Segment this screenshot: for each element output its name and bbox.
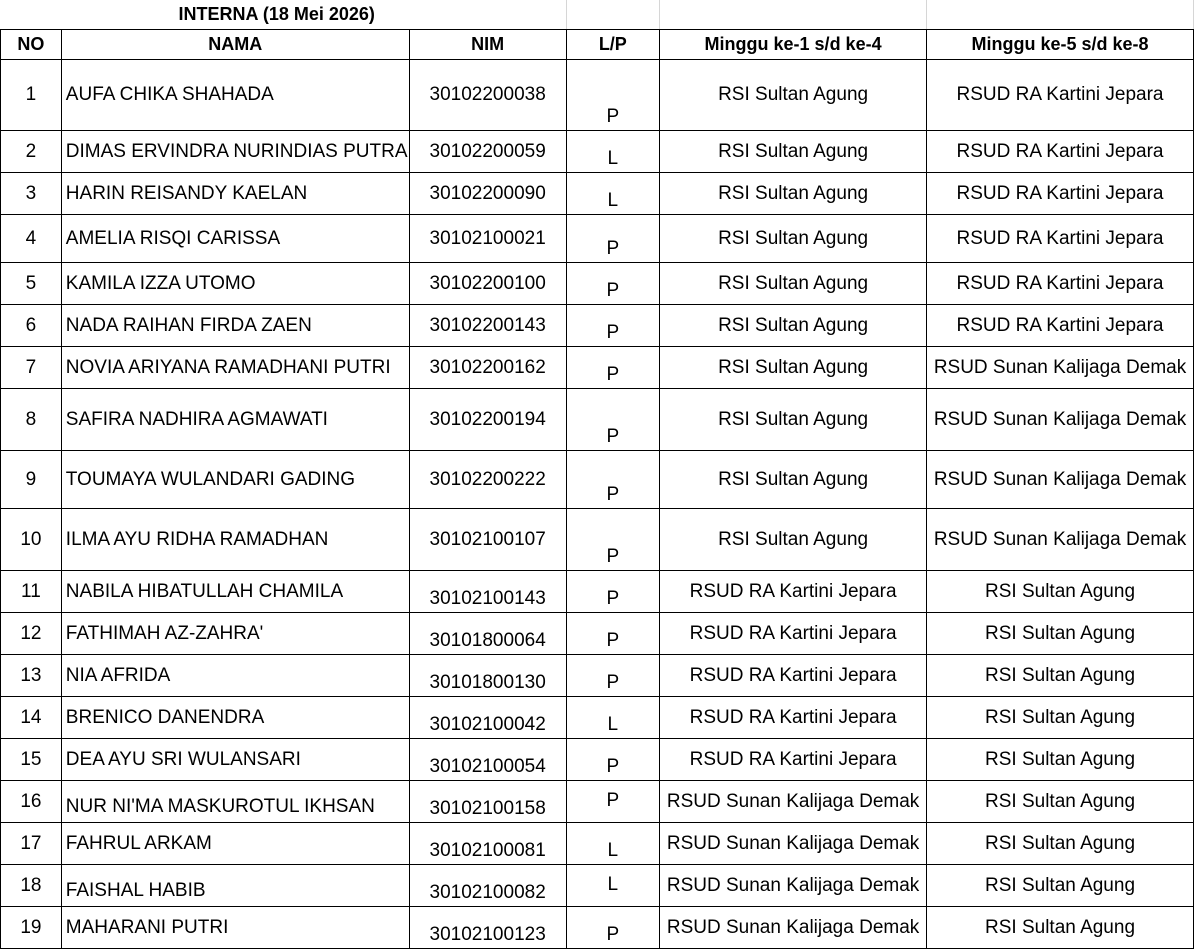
table-row [1,173,1194,215]
cell-minggu-1-4[interactable]: RSI Sultan Agung [660,305,927,347]
cell-lp[interactable]: L [566,823,660,865]
cell-minggu-1-4[interactable]: RSI Sultan Agung [660,263,927,305]
title-row [1,0,1194,30]
table-row [1,739,1194,781]
cell-lp[interactable]: P [566,739,660,781]
cell-no[interactable]: 3 [1,173,62,215]
table-row [1,60,1194,131]
cell-nim[interactable]: 30102100054 [409,739,566,781]
cell-no[interactable]: 7 [1,347,62,389]
cell-lp[interactable]: P [566,263,660,305]
title-cell-m1[interactable] [660,0,927,30]
cell-minggu-1-4[interactable]: RSUD Sunan Kalijaga Demak [660,823,927,865]
table-row [1,865,1194,907]
cell-nama[interactable]: AMELIA RISQI CARISSA [61,215,409,263]
cell-nama[interactable]: ILMA AYU RIDHA RAMADHAN [61,509,409,571]
cell-lp[interactable]: P [566,215,660,263]
cell-no[interactable]: 15 [1,739,62,781]
cell-nim[interactable]: 30102100042 [409,697,566,739]
cell-no[interactable]: 1 [1,60,62,131]
cell-no[interactable]: 6 [1,305,62,347]
cell-no[interactable]: 19 [1,907,62,949]
cell-minggu-5-8[interactable]: RSI Sultan Agung [927,739,1194,781]
cell-lp[interactable]: P [566,509,660,571]
table-row [1,781,1194,823]
table-row [1,215,1194,263]
cell-nim[interactable]: 30101800064 [409,613,566,655]
cell-minggu-1-4[interactable]: RSUD Sunan Kalijaga Demak [660,907,927,949]
cell-nama[interactable]: FAHRUL ARKAM [61,823,409,865]
cell-minggu-1-4[interactable]: RSUD RA Kartini Jepara [660,613,927,655]
title-cell-m2[interactable] [927,0,1194,30]
cell-minggu-1-4[interactable]: RSI Sultan Agung [660,451,927,509]
cell-minggu-5-8[interactable]: RSUD Sunan Kalijaga Demak [927,389,1194,451]
cell-minggu-1-4[interactable]: RSI Sultan Agung [660,509,927,571]
cell-nim[interactable]: 30102200194 [409,389,566,451]
cell-nama[interactable]: TOUMAYA WULANDARI GADING [61,451,409,509]
table-row [1,823,1194,865]
cell-minggu-5-8[interactable]: RSUD RA Kartini Jepara [927,131,1194,173]
table-row [1,389,1194,451]
cell-nama[interactable]: BRENICO DANENDRA [61,697,409,739]
cell-lp[interactable]: P [566,305,660,347]
cell-nama[interactable]: DEA AYU SRI WULANSARI [61,739,409,781]
cell-minggu-5-8[interactable]: RSUD Sunan Kalijaga Demak [927,451,1194,509]
cell-minggu-1-4[interactable]: RSI Sultan Agung [660,215,927,263]
cell-minggu-1-4[interactable]: RSUD RA Kartini Jepara [660,739,927,781]
cell-no[interactable]: 14 [1,697,62,739]
cell-nama[interactable]: AUFA CHIKA SHAHADA [61,60,409,131]
table-row [1,305,1194,347]
cell-nim[interactable]: 30102200059 [409,131,566,173]
cell-nama[interactable]: FATHIMAH AZ-ZAHRA' [61,613,409,655]
header-minggu-1-4[interactable]: Minggu ke-1 s/d ke-4 [660,30,927,60]
cell-lp[interactable]: P [566,451,660,509]
cell-no[interactable]: 12 [1,613,62,655]
table-row [1,697,1194,739]
cell-lp[interactable]: L [566,131,660,173]
cell-no[interactable]: 18 [1,865,62,907]
table-row [1,509,1194,571]
cell-nama[interactable]: SAFIRA NADHIRA AGMAWATI [61,389,409,451]
cell-minggu-1-4[interactable]: RSUD Sunan Kalijaga Demak [660,865,927,907]
cell-nim[interactable]: 30102100123 [409,907,566,949]
header-no[interactable]: NO [1,30,62,60]
cell-nim[interactable]: 30102100082 [409,865,566,907]
cell-nama[interactable]: KAMILA IZZA UTOMO [61,263,409,305]
cell-lp[interactable]: L [566,697,660,739]
cell-lp[interactable]: P [566,655,660,697]
cell-nim[interactable]: 30102100158 [409,781,566,823]
cell-minggu-5-8[interactable]: RSUD RA Kartini Jepara [927,263,1194,305]
cell-nim[interactable]: 30102200038 [409,60,566,131]
cell-lp[interactable]: L [566,865,660,907]
header-row [1,30,1194,60]
table-row [1,613,1194,655]
table-row [1,571,1194,613]
cell-no[interactable]: 4 [1,215,62,263]
cell-no[interactable]: 10 [1,509,62,571]
cell-nim[interactable]: 30102100107 [409,509,566,571]
header-nama[interactable]: NAMA [61,30,409,60]
cell-nama[interactable]: NADA RAIHAN FIRDA ZAEN [61,305,409,347]
header-minggu-5-8[interactable]: Minggu ke-5 s/d ke-8 [927,30,1194,60]
table-row [1,907,1194,949]
header-nim[interactable]: NIM [409,30,566,60]
cell-minggu-1-4[interactable]: RSI Sultan Agung [660,347,927,389]
cell-nim[interactable]: 30102200143 [409,305,566,347]
cell-nim[interactable]: 30102200090 [409,173,566,215]
cell-no[interactable]: 2 [1,131,62,173]
table-row [1,263,1194,305]
table-row [1,655,1194,697]
cell-minggu-1-4[interactable]: RSUD Sunan Kalijaga Demak [660,781,927,823]
cell-lp[interactable]: P [566,571,660,613]
table-row [1,451,1194,509]
cell-nim[interactable]: 30102100143 [409,571,566,613]
cell-no[interactable]: 13 [1,655,62,697]
cell-nama[interactable]: NOVIA ARIYANA RAMADHANI PUTRI [61,347,409,389]
table-body [1,60,1194,949]
cell-minggu-1-4[interactable]: RSUD RA Kartini Jepara [660,655,927,697]
cell-minggu-1-4[interactable]: RSI Sultan Agung [660,173,927,215]
cell-nama[interactable]: MAHARANI PUTRI [61,907,409,949]
cell-no[interactable]: 9 [1,451,62,509]
cell-minggu-5-8[interactable]: RSI Sultan Agung [927,571,1194,613]
cell-nim[interactable]: 30102200162 [409,347,566,389]
cell-lp[interactable]: P [566,347,660,389]
cell-nama[interactable]: FAISHAL HABIB [61,865,409,907]
cell-minggu-1-4[interactable]: RSUD RA Kartini Jepara [660,697,927,739]
cell-minggu-1-4[interactable]: RSI Sultan Agung [660,389,927,451]
cell-no[interactable]: 8 [1,389,62,451]
cell-nim[interactable]: 30102100021 [409,215,566,263]
cell-minggu-5-8[interactable]: RSI Sultan Agung [927,823,1194,865]
cell-no[interactable]: 16 [1,781,62,823]
cell-nim[interactable]: 30102100081 [409,823,566,865]
sheet-title[interactable]: INTERNA (18 Mei 2026) [1,0,567,30]
title-cell-lp[interactable] [566,0,660,30]
cell-nim[interactable]: 30102200100 [409,263,566,305]
cell-minggu-5-8[interactable]: RSUD RA Kartini Jepara [927,60,1194,131]
cell-lp[interactable]: L [566,173,660,215]
table-row [1,347,1194,389]
cell-minggu-5-8[interactable]: RSUD Sunan Kalijaga Demak [927,509,1194,571]
cell-lp[interactable]: P [566,60,660,131]
cell-minggu-5-8[interactable]: RSUD RA Kartini Jepara [927,215,1194,263]
cell-nim[interactable]: 30101800130 [409,655,566,697]
cell-minggu-5-8[interactable]: RSI Sultan Agung [927,655,1194,697]
cell-minggu-5-8[interactable]: RSUD Sunan Kalijaga Demak [927,347,1194,389]
cell-minggu-1-4[interactable]: RSUD RA Kartini Jepara [660,571,927,613]
cell-minggu-5-8[interactable]: RSUD RA Kartini Jepara [927,173,1194,215]
cell-nama[interactable]: NUR NI'MA MASKUROTUL IKHSAN [61,781,409,823]
cell-minggu-5-8[interactable]: RSI Sultan Agung [927,613,1194,655]
cell-no[interactable]: 17 [1,823,62,865]
cell-nama[interactable]: HARIN REISANDY KAELAN [61,173,409,215]
cell-nama[interactable]: NIA AFRIDA [61,655,409,697]
cell-nim[interactable]: 30102200222 [409,451,566,509]
cell-lp[interactable]: P [566,781,660,823]
cell-lp[interactable]: P [566,907,660,949]
cell-lp[interactable]: P [566,613,660,655]
cell-no[interactable]: 11 [1,571,62,613]
cell-nama[interactable]: DIMAS ERVINDRA NURINDIAS PUTRA [61,131,409,173]
cell-minggu-5-8[interactable]: RSI Sultan Agung [927,865,1194,907]
cell-nama[interactable]: NABILA HIBATULLAH CHAMILA [61,571,409,613]
header-lp[interactable]: L/P [566,30,660,60]
cell-minggu-5-8[interactable]: RSUD RA Kartini Jepara [927,305,1194,347]
cell-minggu-5-8[interactable]: RSI Sultan Agung [927,697,1194,739]
cell-lp[interactable]: P [566,389,660,451]
table-row [1,131,1194,173]
cell-minggu-1-4[interactable]: RSI Sultan Agung [660,131,927,173]
cell-minggu-5-8[interactable]: RSI Sultan Agung [927,907,1194,949]
cell-minggu-1-4[interactable]: RSI Sultan Agung [660,60,927,131]
cell-minggu-5-8[interactable]: RSI Sultan Agung [927,781,1194,823]
cell-no[interactable]: 5 [1,263,62,305]
